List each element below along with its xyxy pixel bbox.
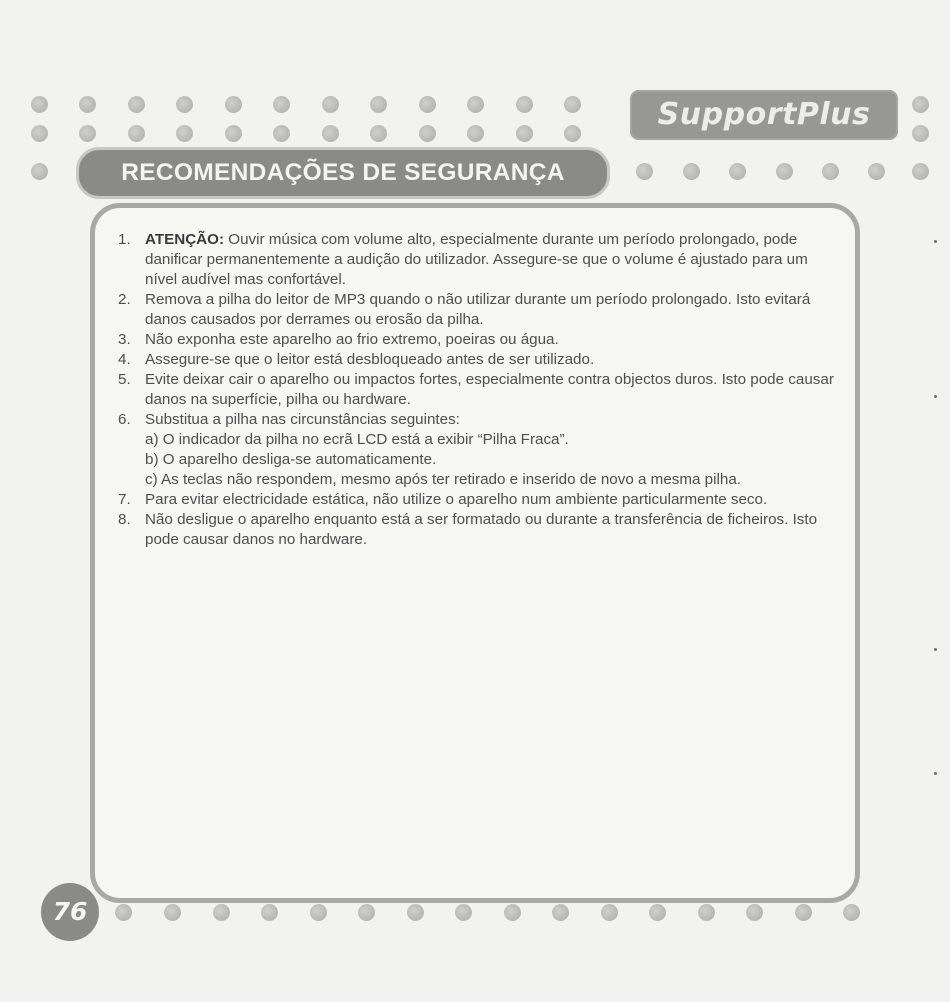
- list-item: [118, 410, 838, 430]
- page-number: 76: [52, 897, 88, 926]
- margin-mark: [934, 772, 937, 775]
- list-item-number: 5.: [118, 371, 131, 388]
- list-item-number: 6.: [118, 411, 131, 428]
- list-item-number: 4.: [118, 351, 131, 368]
- list-item-text: Evite deixar cair o aparelho ou impactos fortes, especialmente contra objectos duros. Isto pode causar danos na superfície, pilha ou hardware.: [145, 371, 834, 408]
- safety-list: [118, 230, 838, 550]
- list-item-text: Não exponha este aparelho ao frio extremo, poeiras ou água.: [145, 331, 559, 348]
- list-item-text: Para evitar electricidade estática, não utilize o aparelho num ambiente particularmente seco.: [145, 491, 768, 508]
- list-item: [118, 370, 838, 410]
- list-item-number: 2.: [118, 291, 131, 308]
- list-item: [118, 510, 838, 550]
- margin-mark: [934, 395, 937, 398]
- list-item: [118, 330, 838, 350]
- sub-list-item: [118, 430, 838, 450]
- list-item-text: Ouvir música com volume alto, especialmente durante um período prolongado, pode danificar permanentemente a audição do utilizador. Assegure-se que o volume é ajustado para um nível audível mas confortável.: [145, 231, 808, 288]
- warning-label: ATENÇÃO:: [145, 231, 225, 248]
- sub-list-item-text: c) As teclas não respondem, mesmo após ter retirado e inserido de novo a mesma pilha.: [145, 471, 741, 488]
- list-item-number: 1.: [118, 231, 131, 248]
- list-item: [118, 490, 838, 510]
- list-item-number: 3.: [118, 331, 131, 348]
- section-title-banner: [76, 147, 610, 199]
- list-item: [118, 350, 838, 370]
- section-title: RECOMENDAÇÕES DE SEGURANÇA: [121, 159, 565, 186]
- list-item-text: Assegure-se que o leitor está desbloqueado antes de ser utilizado.: [145, 351, 595, 368]
- sub-list-item: [118, 450, 838, 470]
- list-item-number: 7.: [118, 491, 131, 508]
- brand-logo-text: SupportPlus: [657, 97, 871, 132]
- list-item: [118, 290, 838, 330]
- sub-list-item-text: b) O aparelho desliga-se automaticamente.: [145, 451, 437, 468]
- margin-mark: [934, 240, 937, 243]
- list-item-number: 8.: [118, 511, 131, 528]
- list-item-text: Não desligue o aparelho enquanto está a ser formatado ou durante a transferência de ficheiros. Isto pode causar danos no hardware.: [145, 511, 818, 548]
- list-item-text: Remova a pilha do leitor de MP3 quando o não utilizar durante um período prolongado. Isto evitará danos causados por derrames ou erosão da pilha.: [145, 291, 811, 328]
- sub-list-item: [118, 470, 838, 490]
- sub-list-item-text: a) O indicador da pilha no ecrã LCD está a exibir “Pilha Fraca”.: [145, 431, 569, 448]
- list-item: [118, 230, 838, 290]
- list-item-text: Substitua a pilha nas circunstâncias seguintes:: [145, 411, 460, 428]
- page-number-badge: [41, 883, 99, 941]
- margin-mark: [934, 648, 937, 651]
- brand-logo: [630, 90, 898, 140]
